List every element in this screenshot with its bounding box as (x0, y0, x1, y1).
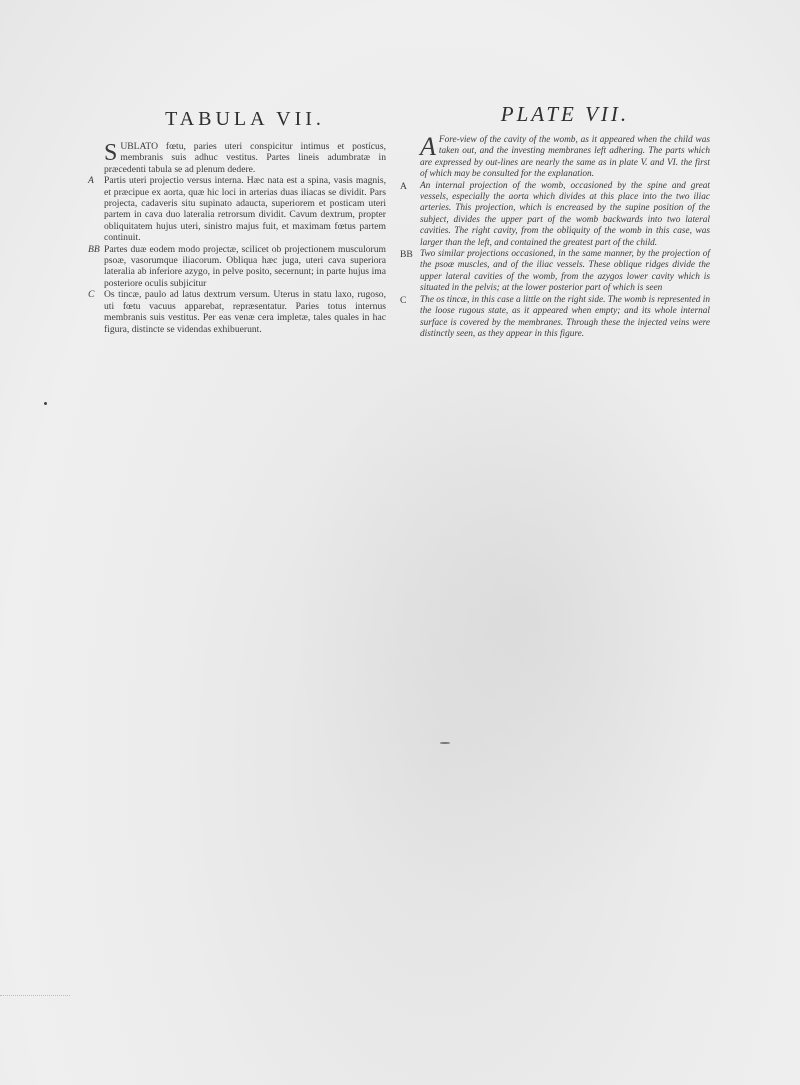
english-entry-label: BB (400, 249, 413, 261)
latin-intro (104, 141, 386, 175)
show-through-illustration (300, 340, 740, 900)
english-intro-text: Fore-view of the cavity of the womb, as it appeared when the child was taken out, and the investing membranes left adhering. The parts which are expressed by out-lines are nearly the same as in plate V. and VI. the first of which may be consulted for the explanation. (420, 135, 710, 180)
latin-entry-text: Os tincæ, paulo ad latus dextrum versum. Uterus in statu laxo, rugoso, uti fœtu vacuus apparebat, repræsentatur. Paries totus internus membranis suis vestitus. Per eas venæ cera impletæ, tales quales in hac figura, distincte se videndas exhibuerunt. (104, 289, 386, 335)
latin-entry-c (88, 289, 386, 335)
english-intro (420, 132, 710, 181)
english-dropcap: A (420, 132, 436, 161)
ink-speck (440, 742, 450, 744)
english-column (400, 100, 710, 340)
latin-entry-text: Partis uteri projectio versus interna. Hæc nata est a spina, vasis magnis, et præcipue ex aorta, quæ hic loci in arterias duas iliacas se dividit. Pars projecta, cadaveris situ supinato adaucta, superiorem et posticam uteri partem in cava duo lateralia retrorsum dividit. Cavum dextrum, propter obliquitatem hujus uteri, sinistro majus fuit, et maximam fœtus partem continuit. (104, 175, 386, 244)
latin-entry-label: A (88, 175, 94, 187)
latin-entry-text: Partes duæ eodem modo projectæ, scilicet ob projectionem musculorum psoæ, vasorumque iliacorum. Obliqua hæc juga, uteri cava superiora lateralia ab inferiore azygo, in pelve posito, secernunt; in parte hujus ima posteriore oculis subjicitur (104, 243, 386, 289)
latin-title: TABULA VII. (165, 108, 325, 130)
page-edge-mark (0, 995, 70, 998)
english-entry-a (400, 180, 710, 249)
english-entry-label: C (400, 294, 407, 306)
latin-column (88, 100, 386, 335)
english-entry-text: An internal projection of the womb, occasioned by the spine and great vessels, especially the aorta which divides at this place into the two iliac arteries. This projection, which is encreased by the supine position of the subject, divides the upper part of the womb backwards into two lateral cavities. The right cavity, from the obliquity of the womb in this case, was larger than the left, and contained the greatest part of the child. (420, 180, 710, 248)
english-entry-c (400, 294, 710, 341)
english-entry-bb (400, 249, 710, 295)
latin-dropcap: S (104, 140, 118, 166)
english-entry-text: The os tincæ, in this case a little on the right side. The womb is represented in the loose rugous state, as it appeared when empty; and its whole internal surface is covered by the membranes. Through these the injected veins were distinctly seen, as they appear in this figure. (420, 294, 710, 339)
english-entry-label: A (400, 180, 407, 192)
ink-speck (44, 402, 47, 405)
english-title: PLATE VII. (500, 102, 630, 126)
latin-entry-label: C (88, 289, 95, 301)
latin-entry-a (88, 175, 386, 244)
latin-intro-text: UBLATO fœtu, paries uteri conspicitur intimus et postícus, membranis suis adhuc vestitus. Partes lineis adumbratæ in præcedenti tabula se ad plenum dedere. (104, 141, 386, 175)
latin-entry-label: BB (88, 243, 100, 255)
latin-entry-bb (88, 243, 386, 290)
english-entry-text: Two similar projections occasioned, in the same manner, by the projection of the psoæ muscles, and of the iliac vessels. These oblique ridges divide the upper lateral cavities of the womb, from the azygos lower cavity which is situated in the pelvis; at the lower posterior part of which is seen (420, 249, 710, 294)
